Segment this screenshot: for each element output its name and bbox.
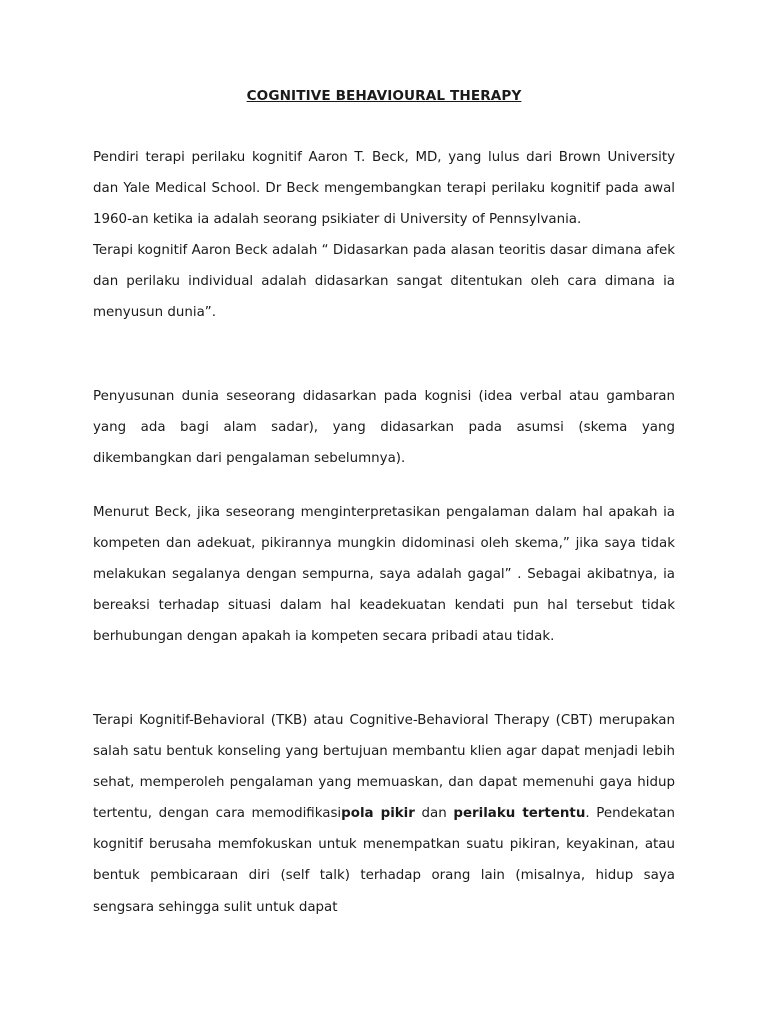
section-1: [93, 142, 675, 329]
paragraph-cbt-text-2: dan: [414, 806, 454, 822]
paragraph-founder: Pendiri terapi perilaku kognitif Aaron T. Beck, MD, yang lulus dari Brown University dan Yale Medical School. Dr Beck mengembangkan terapi perilaku kognitif pada awal 1960-an ketika ia adalah seorang psikiater di University of Pennsylvania.: [93, 150, 675, 228]
bold-perilaku-tertentu: perilaku tertentu: [453, 806, 586, 822]
section-2: [93, 381, 675, 474]
paragraph-cognition: Penyusunan dunia seseorang didasarkan pada kognisi (idea verbal atau gambaran yang ada bagi alam sadar), yang didasarkan pada asumsi (skema yang dikembangkan dari pengalaman sebelumnya).: [93, 389, 675, 467]
paragraph-cbt-definition: [93, 705, 675, 923]
section-4: [93, 705, 675, 923]
paragraph-beck-definition: Terapi kognitif Aaron Beck adalah “ Didasarkan pada alasan teoritis dasar dimana afek dan perilaku individual adalah didasarkan sangat ditentukan oleh cara dimana ia menyusun dunia”.: [93, 243, 675, 321]
paragraph-schema-example: Menurut Beck, jika seseorang menginterpretasikan pengalaman dalam hal apakah ia kompeten dan adekuat, pikirannya mungkin didominasi oleh skema,” jika saya tidak melakukan segalanya dengan sempurna, saya adalah gagal” . Sebagai akibatnya, ia bereaksi terhadap situasi dalam hal keadekuatan kendati pun hal tersebut tidak berhubungan dengan apakah ia kompeten secara pribadi atau tidak.: [93, 505, 675, 645]
bold-pola-pikir: pola pikir: [341, 806, 415, 822]
document-title: COGNITIVE BEHAVIOURAL THERAPY: [246, 88, 522, 104]
paragraph-cbt-text-3: . Pendekatan kognitif berusaha memfokuskan untuk menempatkan suatu pikiran, keyakinan, atau bentuk pembicaraan diri (self talk) terhadap orang lain (misalnya, hidup saya sengsara sehingga sulit untuk dapat: [93, 806, 675, 915]
section-3: [93, 497, 675, 652]
paragraph-cbt-text-1: Terapi Kognitif-Behavioral (TKB) atau Cognitive-Behavioral Therapy (CBT) merupakan salah satu bentuk konseling yang bertujuan membantu klien agar dapat menjadi lebih sehat, memperoleh pengalaman yang memuaskan, dan dapat memenuhi gaya hidup tertentu, dengan cara memodifikasi: [93, 713, 675, 822]
